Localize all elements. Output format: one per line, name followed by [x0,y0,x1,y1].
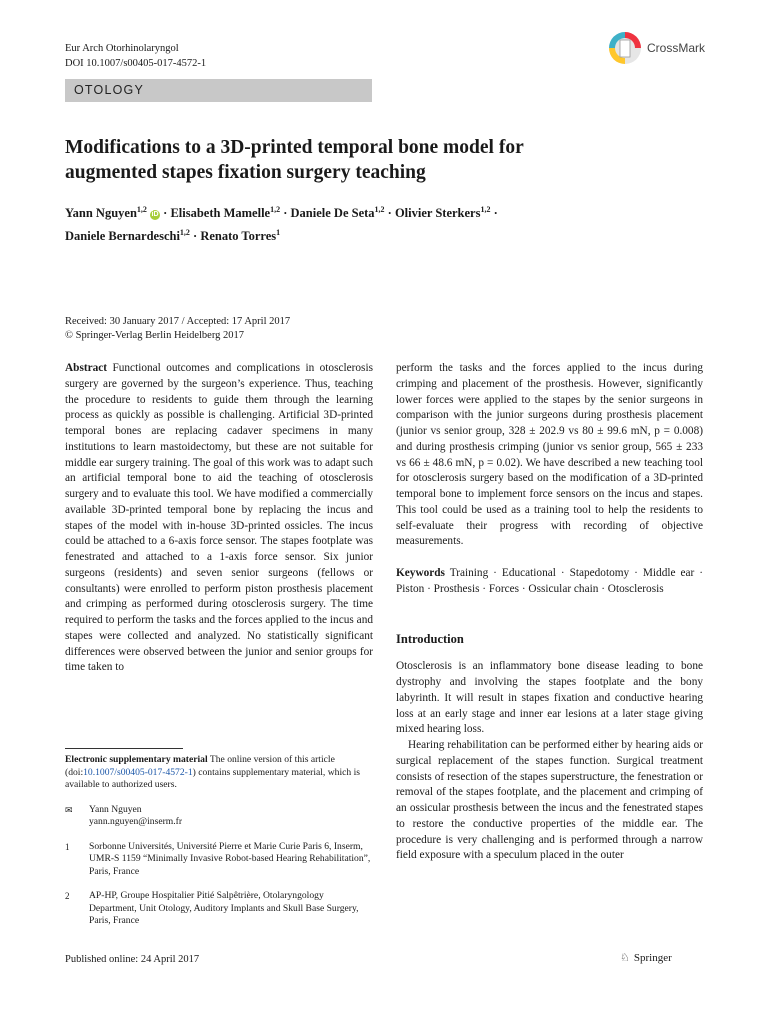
article-title: Modifications to a 3D-printed temporal bone model for augmented stapes fixation surgery teaching [65,137,524,183]
author-name[interactable]: Daniele Bernardeschi [65,229,180,244]
orcid-icon[interactable]: iD [151,211,159,219]
intro-paragraph-2: Hearing rehabilitation can be performed either by hearing aids or surgical replacement of the stapes function. Surgical treatment consists of resection of the stapes superstructure, the fenestration or removal of the stapes footplate, and the placement and crimping of an ossicular prosthesis between the incus and the fenestrated stapes to restore the conductive properties of the middle ear. The procedure is very challenging and is performed through a narrow field exposure with a speculum placed in the outer [396,739,703,862]
copyright: © Springer-Verlag Berlin Heidelberg 2017 [65,330,245,341]
author-affiliation: 1,2 [179,228,190,238]
keywords-paragraph [396,566,703,598]
author-affiliation: 1,2 [374,205,385,214]
crossmark-label: CrossMark [647,41,706,55]
springer-logo [620,951,672,964]
esm-note [65,754,373,792]
affiliation-2 [65,890,373,928]
author-name[interactable]: Daniele De Seta [290,206,375,221]
affiliation-text: Sorbonne Universités, Université Pierre et Marie Curie Paris 6, Inserm, UMR-S 1159 “Minimally Invasive Robot-based Hearing Rehabilitation”, Paris, France [89,840,371,877]
author-affiliation: 1 [276,228,281,238]
keywords-label: Keywords [396,567,445,579]
springer-horse-icon: ♘ [620,952,630,964]
journal-name: Eur Arch Otorhinolaryngol [65,43,179,54]
abstract-paragraph [65,361,373,676]
author-name[interactable]: Elisabeth Mamelle [170,206,271,221]
envelope-icon: ✉ [65,804,73,815]
keywords-text: Training · Educational · Stapedotomy · Middle ear · Piston · Prosthesis · Forces · Ossicular chain · Otosclerosis [396,567,703,595]
introduction-heading: Introduction [396,631,464,646]
contact-email[interactable]: yann.nguyen@inserm.fr [89,816,183,827]
doi[interactable]: DOI 10.1007/s00405-017-4572-1 [65,58,207,69]
abstract-continued: perform the tasks and the forces applied to the incus during crimping and placement of the prosthesis. However, significantly lower forces were applied to the stapes by the senior surgeons in comparison with the junior surgeons during prosthesis placement (junior vs senior group, 328 ± 202.9 vs 80 ± 99.6 mN, p = 0.008) and during prosthesis crimping (junior vs senior group, 565 ± 233 vs 66 ± 48.6 mN, p = 0.02). We have described a new teaching tool for otosclerosis surgery based on the modification of a 3D-printed temporal bone to implement force sensors on the incus and stapes. This tool could be used as a training tool to help the residents to self-evaluate their progress with recording of objective measurements. [396,362,703,548]
author-separator: · [490,206,498,221]
journal-header [65,41,206,71]
author-name[interactable]: Renato Torres [200,229,277,244]
abstract-left-column [65,361,373,676]
published-online: Published online: 24 April 2017 [65,954,200,965]
contact-note [65,804,373,829]
footnote-divider [65,748,183,749]
affiliation-number: 2 [65,891,70,901]
affiliation-1 [65,841,373,879]
esm-text: The online version of this article (doi: [65,754,335,778]
abstract-text: Functional outcomes and complications in otosclerosis surgery are governed by the surgeon’s experience. Thus, teaching the procedure to residents to guide them through the learning process as quickly as possible is challenging. Artificial 3D-printed temporal bones are replacing cadaver specimens in many institutions to learn mastoidectomy, but these are not suitable for middle ear surgery training. The goal of this work was to adapt such an artificial temporal bone to aid the teaching of otosclerosis surgery and to evaluate this tool. We have modified a commercially available 3D-printed temporal bone by replacing the incus and stapes of the model with in-house 3D-printed ossicles. The incus could be attached to a 6-axis force sensor. The stapes footplate was fenestrated and attached to a 1-axis force sensor. Six junior surgeons (residents) and seven senior surgeons (fellows or consultants) were enrolled to perform piston prosthesis placement and crimping as performed during otosclerosis surgery. The time required to perform the tasks and the forces applied to the incus and stapes were collected and analyzed. No statistically significant differences were observed between the junior and senior groups for time taken to [65,362,373,674]
crossmark-badge[interactable] [608,31,705,65]
intro-paragraph-1: Otosclerosis is an inflammatory bone disease leading to bone dystrophy and involving the stapes footplate and the bony labyrinth. It will result in stapes fixation and conductive hearing loss at an early stage and inner ear lesions at a later stage giving mixed hearing loss. [396,660,703,736]
author-affiliation: 1,2 [270,205,281,214]
contact-name: Yann Nguyen [89,803,142,815]
author-list [65,200,705,246]
received-accepted: Received: 30 January 2017 / Accepted: 17 April 2017 [65,316,291,327]
author-separator: · [160,206,171,221]
article-dates [65,315,290,343]
esm-text-end: ) contains supplementary material, which is available to authorized users. [65,766,360,790]
author-name[interactable]: Yann Nguyen [65,206,137,221]
author-separator: · [384,206,395,221]
footnotes [65,754,373,940]
abstract-label: Abstract [65,362,108,374]
affiliation-text: AP-HP, Groupe Hospitalier Pitié Salpêtrière, Otolaryngology Department, Unit Otology, Auditory Implants and Skull Base Surgery, Paris, France [89,890,359,926]
author-separator: · [189,229,201,244]
esm-label: Electronic supplementary material [65,754,208,765]
publisher-name: Springer [633,951,672,964]
esm-doi-link[interactable]: 10.1007/s00405-017-4572-1 [83,766,193,778]
author-affiliation: 1,2 [136,205,147,214]
section-label: OTOLOGY [65,79,372,102]
author-separator: · [280,206,291,221]
author-name[interactable]: Olivier Sterkers [394,206,481,221]
right-column [396,361,703,864]
affiliation-number: 1 [65,841,70,852]
author-affiliation: 1,2 [480,205,491,214]
crossmark-icon [608,31,642,65]
